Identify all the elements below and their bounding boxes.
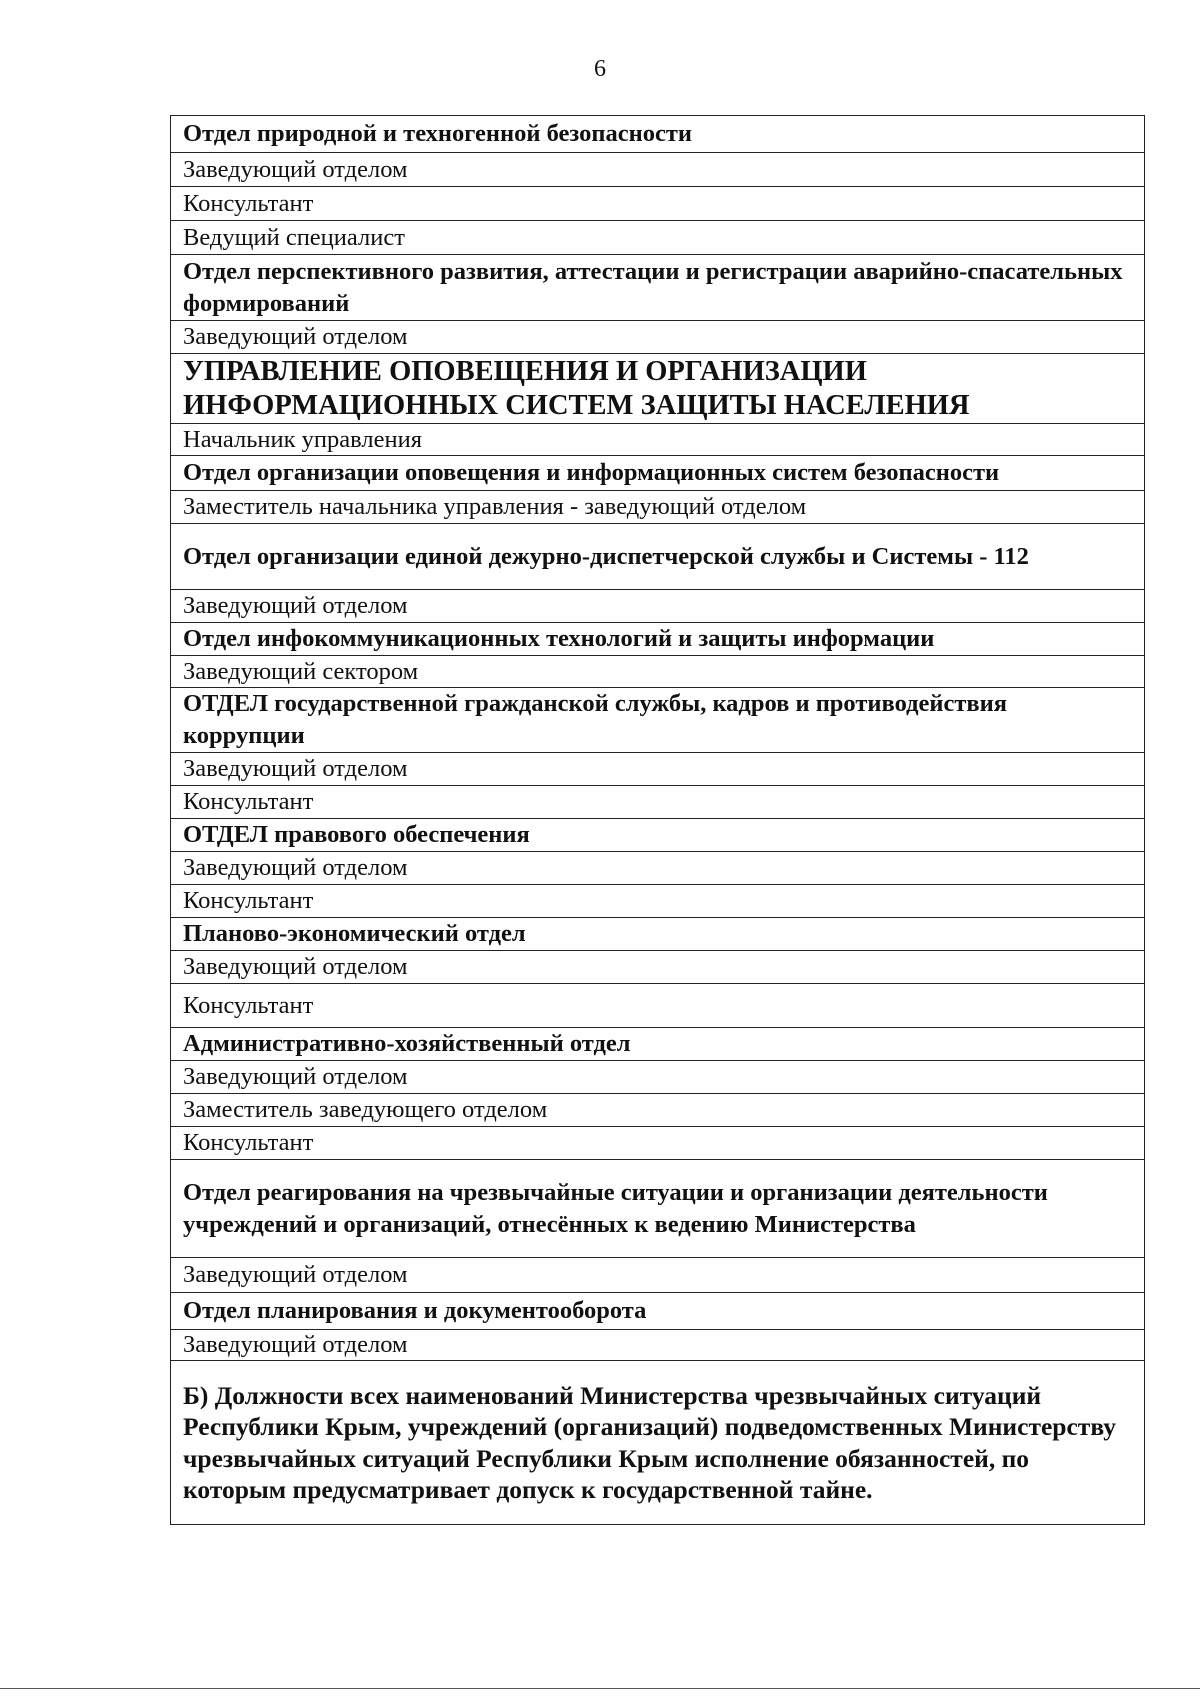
position-row (171, 950, 1144, 983)
position-title: Заведующий отделом (183, 323, 408, 350)
position-row (171, 1060, 1144, 1093)
department-heading-row (171, 622, 1144, 655)
position-title: Консультант (183, 1129, 314, 1156)
position-row (171, 186, 1144, 220)
position-row (171, 655, 1144, 687)
department-title: Отдел инфокоммуникационных технологий и защиты информации (183, 625, 935, 652)
position-title: Начальник управления (183, 425, 422, 453)
position-row (171, 423, 1144, 455)
department-title: Отдел перспективного развития, аттестации и регистрации аварийно-спасательных формирований (183, 257, 1123, 317)
position-title: Заведующий отделом (183, 953, 408, 980)
position-title: Заведующий отделом (183, 755, 408, 782)
position-row (171, 320, 1144, 353)
position-title: Заведующий отделом (183, 1331, 408, 1358)
department-heading-row (171, 455, 1144, 490)
position-row (171, 589, 1144, 622)
position-title: Заведующий отделом (183, 1063, 408, 1090)
department-title: Отдел реагирования на чрезвычайные ситуации и организации деятельности учреждений и организаций, отнесённых к ведению Министерства (183, 1178, 1048, 1238)
position-title: Заведующий отделом (183, 155, 408, 183)
department-heading-row (171, 1292, 1144, 1329)
department-heading-row (171, 523, 1144, 589)
position-title: Ведущий специалист (183, 223, 405, 251)
positions-table (170, 115, 1145, 1525)
position-row (171, 1126, 1144, 1159)
position-title: Консультант (183, 887, 314, 914)
department-title: Отдел планирования и документооборота (183, 1297, 647, 1324)
position-row (171, 152, 1144, 186)
position-title: Заведующий сектором (183, 657, 419, 685)
position-row (171, 785, 1144, 818)
department-title: Отдел организации оповещения и информационных систем безопасности (183, 459, 1000, 486)
position-row (171, 752, 1144, 785)
department-heading-row (171, 818, 1144, 851)
position-row (171, 1329, 1144, 1360)
position-title: Консультант (183, 991, 314, 1019)
position-title: Заведующий отделом (183, 592, 408, 619)
department-heading-row (171, 917, 1144, 950)
department-heading-row (171, 353, 1144, 423)
position-row (171, 983, 1144, 1027)
department-heading-row (171, 116, 1144, 152)
department-title: ОТДЕЛ правового обеспечения (183, 821, 530, 848)
department-heading-row (171, 1360, 1144, 1524)
position-row (171, 851, 1144, 884)
position-row (171, 1257, 1144, 1292)
department-heading-row (171, 1159, 1144, 1257)
department-heading-row (171, 687, 1144, 752)
position-row (171, 490, 1144, 523)
department-title: Отдел организации единой дежурно-диспетчерской службы и Системы - 112 (183, 542, 1029, 570)
page-number: 6 (594, 56, 606, 82)
position-row (171, 884, 1144, 917)
position-title: Консультант (183, 189, 314, 217)
department-title: УПРАВЛЕНИЕ ОПОВЕЩЕНИЯ И ОРГАНИЗАЦИИ ИНФОРМАЦИОННЫХ СИСТЕМ ЗАЩИТЫ НАСЕЛЕНИЯ (183, 355, 970, 421)
position-title: Заведующий отделом (183, 1261, 408, 1288)
department-title: Отдел природной и техногенной безопасности (183, 120, 692, 147)
position-row (171, 220, 1144, 254)
position-title: Заведующий отделом (183, 854, 408, 881)
department-title: ОТДЕЛ государственной гражданской службы, кадров и противодействия коррупции (183, 690, 1008, 749)
department-title: Административно-хозяйственный отдел (183, 1030, 631, 1057)
position-title: Заместитель начальника управления - заведующий отделом (183, 493, 807, 520)
position-title: Консультант (183, 788, 314, 815)
department-heading-row (171, 1027, 1144, 1060)
department-heading-row (171, 254, 1144, 320)
position-row (171, 1093, 1144, 1126)
department-title: Б) Должности всех наименований Министерства чрезвычайных ситуаций Республики Крым, учреждений (организаций) подведомственных Министерству чрезвычайных ситуаций Республики Крым исполнение обязанностей, по которым предусматривает допуск к государственной тайне. (183, 1380, 1116, 1504)
bottom-rule (0, 1688, 1200, 1689)
department-title: Планово-экономический отдел (183, 920, 526, 947)
position-title: Заместитель заведующего отделом (183, 1096, 548, 1123)
